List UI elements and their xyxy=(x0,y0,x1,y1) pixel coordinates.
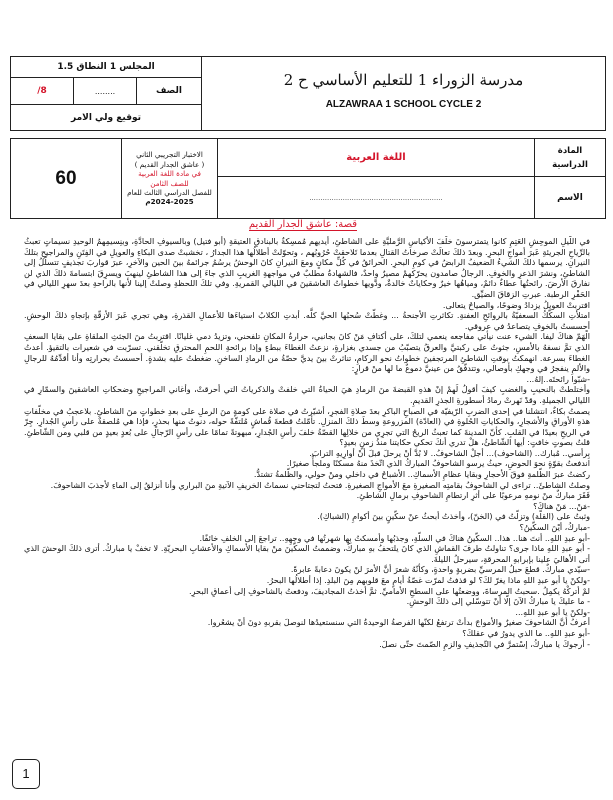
story-paragraph: -مباركُ، أيْنَ السكّينُ؟ xyxy=(519,522,590,533)
school-name-en: ALZAWRAA 1 SCHOOL CYCLE 2 xyxy=(325,99,482,110)
subject-value-cell: اللغة العربية xyxy=(218,139,535,177)
name-label-cell: الاسم xyxy=(535,177,606,219)
exam-line-3: في مادة اللغة العربية xyxy=(138,169,201,179)
page-number: 1 xyxy=(12,759,40,789)
header-bottom-table xyxy=(10,138,606,219)
exam-line-4: للصف الثامن xyxy=(150,178,189,188)
story-title xyxy=(238,219,368,233)
total-score-cell: 60 xyxy=(11,139,122,219)
story-paragraph: ركضتُ عبرَ الظّلمةِ فوقَ الأحجارِ وبقايا عظامِ الأسماكِ.. الأشباحُ في داخلي ومنْ حولي، والظّلمةُ تشتدُّ. xyxy=(253,469,590,480)
story-paragraph: وصلتُ الشاطئَ.. تراءى لي الشاحوفُ بقامتِه الصغيرةِ معَ الأمواجِ الصغيرةِ. فتحتُ لتجتاحني نسماتُ الخريفِ الآتيةِ منَ البراري وأنا أنزلقُ إلى الماءِ لأجذبَ الشاحوفَ. xyxy=(50,479,590,490)
story-paragraph: الْهَمّ هناكَ ليفا. الشيء عنت نيأتي مفاجعه ينعمي لتلكَ، على أكتافِ مَنْ كانَ بجانبي، حرارةُ المكانِ تلفحني، وتزيدُ دمي غليانًا. اقتربتُ منَ الجثثِ الملقاةِ على بقايا السعفِ الذي تمَّ نسفهُ بالأمسِ، جثوتُ على ركبتيَّ والعرقُ يتصبّبُ من جسدي بغزارةٍ، نزعتُ الغطاءَ ببطءٍ وإذا برائحةِ اللحمِ المحترقِ تخلّقني. تسرّبت في شعيرات بالتقيؤ. أعدتُ الغطاءَ بسرعة. انهمكتُ بوقتِ الشاطئِ المرتجفينَ خطواتُ نحو الركامِ، تناثرتْ بينَ يديَّ حصّةُ من الرمادِ الساخنِ. ضغطتُ عليه بشدةٍ. أحسستُ بحرارتِه وأنا أقدِّمُهُ للرجالِ والألمِ ينفجرُ في وجهكِ بأوصالي، وتتدفّقُ من عينيَّ دموعٌ ما لها منْ قرارٍ: xyxy=(24,331,590,374)
header-top-table xyxy=(10,56,606,131)
subject-label-line-2: الدراسية xyxy=(552,159,588,170)
council-cell: المجلس 1 النطاق 1.5 xyxy=(11,57,202,78)
story-paragraph: بِرأسي.. مُبارك.. (الشاحوف)... أجلْ الشاحوفُ.. لا بُدَّ أنْ يرحلَ قبلَ أنْ أوارِيهِ الترابَ. xyxy=(309,447,590,458)
exam-line-6: 2024-2025م xyxy=(145,197,194,207)
story-paragraph: -أبو عبدِ اللهِ.. ما الذي يدورُ في عقلكَ؟ xyxy=(462,627,590,638)
story-paragraph: في اللَّيلِ الموحِشِ العَتِمِ كانوا يتمترسونَ خلْفَ الأكياسِ الرَّمليَّةِ على الشاطئِ، أيديهم مُمسِكةٌ بالبنادقِ العتيقةِ (أبو فتيل) وبالسيوفِ الحادَّةِ، وبنِسيمِهمُ الوحيدِ نسيماتٍ تعبثُ بالرِّياحِ الجريئةِ عَبرَ أمواجِ البحرِ. وبعدَ ذلكَ تعالَتْ صرخاتُ القتالِ بعدما تَلاحقتْ حُرُوبُهم ، وتحوّلتْ أطلالُها هذا الجدارُ ، تخشبتْ صدى البكاءِ والعويلِ في الفِتَنِ والمراجيحِ بتلكَ النيرانِ. يرسمها ذلكَ الشيءُ الضعيفُ الرابضُ في كومِ البحرِ. الحرائقُ في كُلِّ مكانٍ ومعَ النيرانِ كانَ الوحشُ يرسُمُ جرائمهُ بينَ الحين والآخرِ، عبرَ قواربَ تجذيفٍ تتسلّلُ إلى الشاطئِ، ونشرَ الذعرِ والخوفِ. الرجالُ صامدون يحرّكهمْ مصيرٌ واحدٌ، فالشهادةُ مطلبٌ في مواجهةِ الغريبِ الذي جاءَ إلى هذا الشاطئِ لينهبَ ويسرِقَ ابتسامةَ ذلكَ الذي لن نفارقَ الأرضَ. رائحتُها عطاءٌ دائمٌ، ومياهُها خيرٌ وحكاياتٌ خالدةٌ، ودَّويها خطواتُ العاشقينَ في الليالي القمريةِ. وفي تلكَ اللحظةِ وصلتْ إلينا لأنها بالراحةِ بعدَ سهرِ الليالي في الحَفْرِ الرطبة. عبرتِ الزقاقَ الضيِّق. xyxy=(24,236,590,299)
story-title-text: قصة: عاشق الجدار القديم xyxy=(248,219,358,230)
story-paragraph: امتلأتِ السكّكُ السعفيّةُ بالروائحِ العفنةِ. تكاثرتِ الأجنحةُ ... وغطّتْ سُحبُها الحيَّ كلَّه. أبدتِ الكلابُ استياءَها للأعمالِ القذرةِ، وهي تجري عَبرَ الأزقّةِ بإتجاهِ ذلكَ الوحشِ. أحسستُ بالخوفِ يتصاعدُ في عروقي. xyxy=(24,310,590,331)
exam-line-5: للفصل الدراسي الثالث للعام xyxy=(127,187,212,197)
story-paragraph: اندفعتُ بقوّةٍ نحوَ الحوضِ، حيثُ يرسو الشاحوفُ المباركُ الذي اتّخذَ منهُ مسكنًا وملجأً صغيرًا. xyxy=(286,458,590,469)
story-paragraph: - أرجوكَ يا مباركُ، إسْتمرَّ في التّجذيفِ والزمِ الصّمتَ حتّى نصلَ. xyxy=(379,638,590,649)
story-paragraph: -ولكنْ يا أبو عبدِ اللهِ ماذا يغرّ لكَ؟ لو قذفتُ لمرّت غصّةُ أيامٍ معَ قلوبهم مِنَ البلدِ. إذا أطلالُها البحرُ. xyxy=(266,575,590,585)
story-paragraph: - أبو عبدِ اللهِ ماذا جرى؟ تناولتُ طرفَ القماشِ الذي كانَ يلتحفُ بهِ مباركٌ، وضممتُ السكّينَ منْ بقايا الأسماكِ والأعشابِ البحريّةِ. لا تخفْ يا مباركُ. أترى ذلكَ الوحشَ الذي أتى الأهاليَ علينا بإبرابهِ المحرقةِ، سيرحلُ الليلةَ. xyxy=(24,543,590,564)
story-paragraph: لمْ أتركْهُ يكمِلُ .سحبتُ المرساةَ، ووضعتُها على السطحِ الأماميِّ. ثمَّ أخذتُ المجاديفَ، ودفعتُ بالشاحوفِ إلى أعماقِ البحرِ. xyxy=(188,585,590,596)
story-paragraph: -شبّوا رائحتَه..إلهُ... xyxy=(526,373,590,384)
story-paragraph: أعرفُ أنَّ الشاحوفَ صغيرٌ والأمواجَ بدأتْ ترتفعُ لكنّها الفرصةُ الوحيدةُ التي سنستعيدُها لنوصلَ بقربهِ دونَ أنْ يشعُروا. xyxy=(207,617,590,628)
story-body xyxy=(24,236,590,762)
exam-info-cell xyxy=(122,139,218,219)
class-score-cell xyxy=(11,78,202,105)
score-value: /8 xyxy=(37,86,47,96)
subject-label-cell xyxy=(535,139,606,177)
class-label: الصف xyxy=(155,86,183,96)
story-paragraph: - ما عليكَ يا مباركُ الآنَ إلّا أنْ تتوسّلي إلى ذلكَ الوحشِ. xyxy=(406,596,590,607)
story-paragraph: -أبو عبدِ اللهِ.. أنتَ هنا.. هذا.. السكّينُ هناكَ في السلّةِ، وجذبُها وأمسكتُ بِها شهرتُها في وجهِهِ.. تراجعَ إلى الخلفِ خائفًا. xyxy=(199,532,590,543)
school-name-cell xyxy=(202,57,606,131)
story-paragraph: اقتربتْ العويلُ يزدادُ وضوحًا، والصياحُ يتعالى. xyxy=(442,299,590,310)
guardian-signature-cell: توقيع ولي الامر xyxy=(11,105,202,131)
class-dots-cell: ........ xyxy=(74,78,137,104)
story-paragraph: وثبتُ على (القلّة) وتزلّتُ في (الخنّ)، وأخذتُ أبحثُ عنْ سكّينٍ بينَ أكوامِ (الشباكِ). xyxy=(317,511,590,522)
story-paragraph: وأختلطتْ بالنحيبِ والغضبِ كيفَ أقولُ لَهمْ إنْ هذهِ القبضةَ منَ الرمادِ هيَ الحياةُ التي خلفتْ والذكرياتُ التي أحرقتْ، وأغاني المراجيحِ وضحكاتِ العاشقينَ والسمّارِ في الليالي الجميلةِ. وقدْ نَهرتْ رمادُ أسطورةِ الجذرِ القديمِ. xyxy=(24,384,590,405)
story-paragraph: -مَنْ... مَنْ هناكَ؟ xyxy=(533,500,590,511)
subject-label-line-1: المادة xyxy=(557,145,583,156)
exam-line-2: ( عاشق الجدار القديم ) xyxy=(134,159,205,169)
school-name-ar: مدرسة الزوراء 1 للتعليم الأساسي ح 2 xyxy=(283,71,524,89)
story-paragraph: -ولكنْ يا أبو عبدِ اللهِ... xyxy=(515,606,590,617)
name-field[interactable]: ............................................................ xyxy=(218,177,535,219)
exam-line-1: الاختبار التجريبي الثاني xyxy=(136,150,203,160)
story-paragraph: فَقَرَ مباركٌ منْ نومهِ مرعوبًا على أثرِ ارتطامِ الشاحوفِ برمالِ الشاطئِ. xyxy=(356,490,590,501)
story-paragraph: يصمتُ بكاءٌ، انتشلنا في إحدى الضربِ الرّيفيّة في الصباحِ الباكرِ بعدَ صلاةِ الفجرِ، أشيّرتُ في صلاة على كومةٍ منَ الرملِ على بعدِ خطواتٍ منَ الشاطئِ. بلاعجبُ في مخلّفاتِ هذهِ الأوراقِ والأشجارِ، والحكاياتِ الحُلوةِ في (العادّة) المزروعةِ وسطَ ذلكَ المنزلِ. تأمّلتُ قطعةَ قُماشٍ مُلتفّةً حوله، دنوتُ منها بحذرٍ، فإذا هي مُلصقةٌ على رأسِ الجُدارِ. جِرّ في الريحِ بعيدًا في القلبِ. كأنّ المدينةَ كما تعبثُ الريحُ التي تجرِي من خلالِها القصّةُ خلفَ رأسِ الجُدارِ، مبهوتةً تمامًا على رأسِ الرّجالِ على بُعدٍ بعيدٍ من قلبي ومن الشّاطئِ. قلتُ بصوتٍ خافتٍ: أيها الشّاطئُ، هلْ تدري أنكَ تحكي حكايتنا منذُ زمنٍ بعيدٍ؟ xyxy=(24,405,590,448)
score-cell xyxy=(11,78,74,104)
story-paragraph: -سيّدي مباركٌ. قطعَ حبلُ المرسيِّ بضربةٍ واحدةٍ، وكأنّهُ شعرَ أنَّ الأمرَ لنْ يكونَ دعابةً عابرةً. xyxy=(290,564,590,575)
